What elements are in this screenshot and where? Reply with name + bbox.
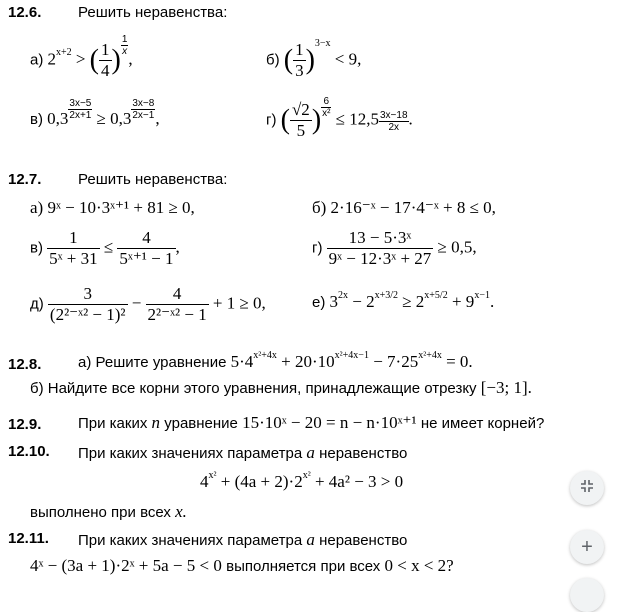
problem-number-12-11: 12.11. (8, 530, 49, 547)
line-prefix: а) Решите уравнение (78, 354, 227, 371)
plus-button[interactable] (570, 530, 604, 564)
formula-12-10: $4^{x^2} + (4a + 2)\cdot 2^{x^2} + 4a^2 - 3 > 0$ (200, 470, 404, 491)
text2: неравенство (319, 532, 408, 549)
collapse-icon (579, 478, 595, 499)
formula-12-7-g: г) $\frac{\text{13 − 5·3ˣ}}{\text{9ˣ − 12·3ˣ + 27}}$ ≥ 0,5, (312, 228, 477, 268)
mid-text: выполняется при всех (226, 558, 381, 575)
problem-number-12-9: 12.9. (8, 416, 42, 433)
label-g: г) (312, 239, 323, 257)
collapse-button[interactable] (570, 471, 604, 505)
formula-12-6-b: б) ( $\frac{1}{3}$ )$^{3-x}$ < 9, (266, 38, 362, 80)
problem-number-12-6: 12.6. (8, 4, 42, 21)
label-g: г) (266, 111, 277, 129)
plus-icon: + (581, 536, 593, 558)
problem-text-12-11: При каких значениях параметра a неравенство (78, 530, 408, 549)
partial-button[interactable] (570, 578, 604, 612)
formula-12-7-a: а) 9ˣ − 10·3ˣ⁺¹ + 81 ≥ 0, (30, 198, 195, 217)
formula-12-6-a: а) $2^{x+2}$ > ( $\frac{1}{4}$ ) $\frac{1}{x}$ , (30, 34, 133, 80)
formula-12-11: 4ˣ − (3a + 1)·2ˣ + 5a − 5 < 0 выполняется при всех 0 < x < 2? (30, 556, 454, 575)
footer-12-10: выполнено при всех x. (30, 502, 187, 521)
problem-number-12-8: 12.8. (8, 356, 42, 373)
interval: [−3; 1]. (480, 378, 532, 397)
problem-title-12-7: Решить неравенства: (78, 171, 228, 188)
formula-12-7-b: б) 2·16⁻ˣ − 17·4⁻ˣ + 8 ≤ 0, (312, 198, 496, 217)
label-a: а) (30, 51, 44, 69)
formula-12-8-a: а) Решите уравнение $5\cdot 4^{x^2+4x} + 20\cdot 10^{x^2+4x-1} - 7\cdot 25^{x^2+4x} = 0$. (78, 350, 473, 371)
label-v: в) (30, 239, 43, 257)
text2: неравенство (319, 445, 408, 462)
label-d: д) (30, 295, 44, 313)
problem-title-12-6: Решить неравенства: (78, 4, 228, 21)
problem-number-12-10: 12.10. (8, 443, 50, 460)
formula-12-8-b (30, 378, 532, 398)
label-b: б) (266, 51, 280, 69)
label-v: в) (30, 111, 43, 128)
text-prefix: При каких (78, 415, 148, 432)
formula-12-7-e: е) $3^{2x} - 2^{x+3/2} \ge 2^{x+5/2} + 9^{x-1}$. (312, 290, 495, 311)
formula-12-6-v: в) 0,3 $\frac{3x-5}{2x+1}$ ≥ 0,3 $\frac{3x-8}{2x-1}$ , (30, 98, 160, 128)
text-suffix: не имеет корней? (420, 415, 545, 432)
text: При каких значениях параметра (78, 532, 303, 549)
text: При каких значениях параметра (78, 445, 303, 462)
formula-12-7-d: д) $\frac{3}{\text{(2²⁻ˣ² − 1)²}}$ − $\frac{4}{\text{2²⁻ˣ² − 1}}$ + 1 ≥ 0, (30, 284, 266, 324)
problem-text-12-10: При каких значениях параметра a неравенство (78, 443, 408, 462)
text-mid: уравнение (164, 415, 238, 432)
formula-12-6-g: г) ( $\frac{√2}{5}$ ) $\frac{6}{\text{x²}}$ ≤ 12,5 $\frac{3x-18}{2x}$ . (266, 96, 413, 140)
footer-text: выполнено при всех (30, 504, 171, 521)
label-e: е) (312, 294, 326, 311)
formula-12-7-v: в) $\frac{1}{\text{5ˣ + 31}}$ ≤ $\frac{4}{\text{5ˣ⁺¹ − 1}}$ , (30, 228, 180, 268)
problem-number-12-7: 12.7. (8, 171, 42, 188)
line-text: б) Найдите все корни этого уравнения, принадлежащие отрезку (30, 380, 477, 397)
formula-12-9: При каких n уравнение 15·10ˣ − 20 = n − n·10ˣ⁺¹ не имеет корней? (78, 413, 545, 432)
